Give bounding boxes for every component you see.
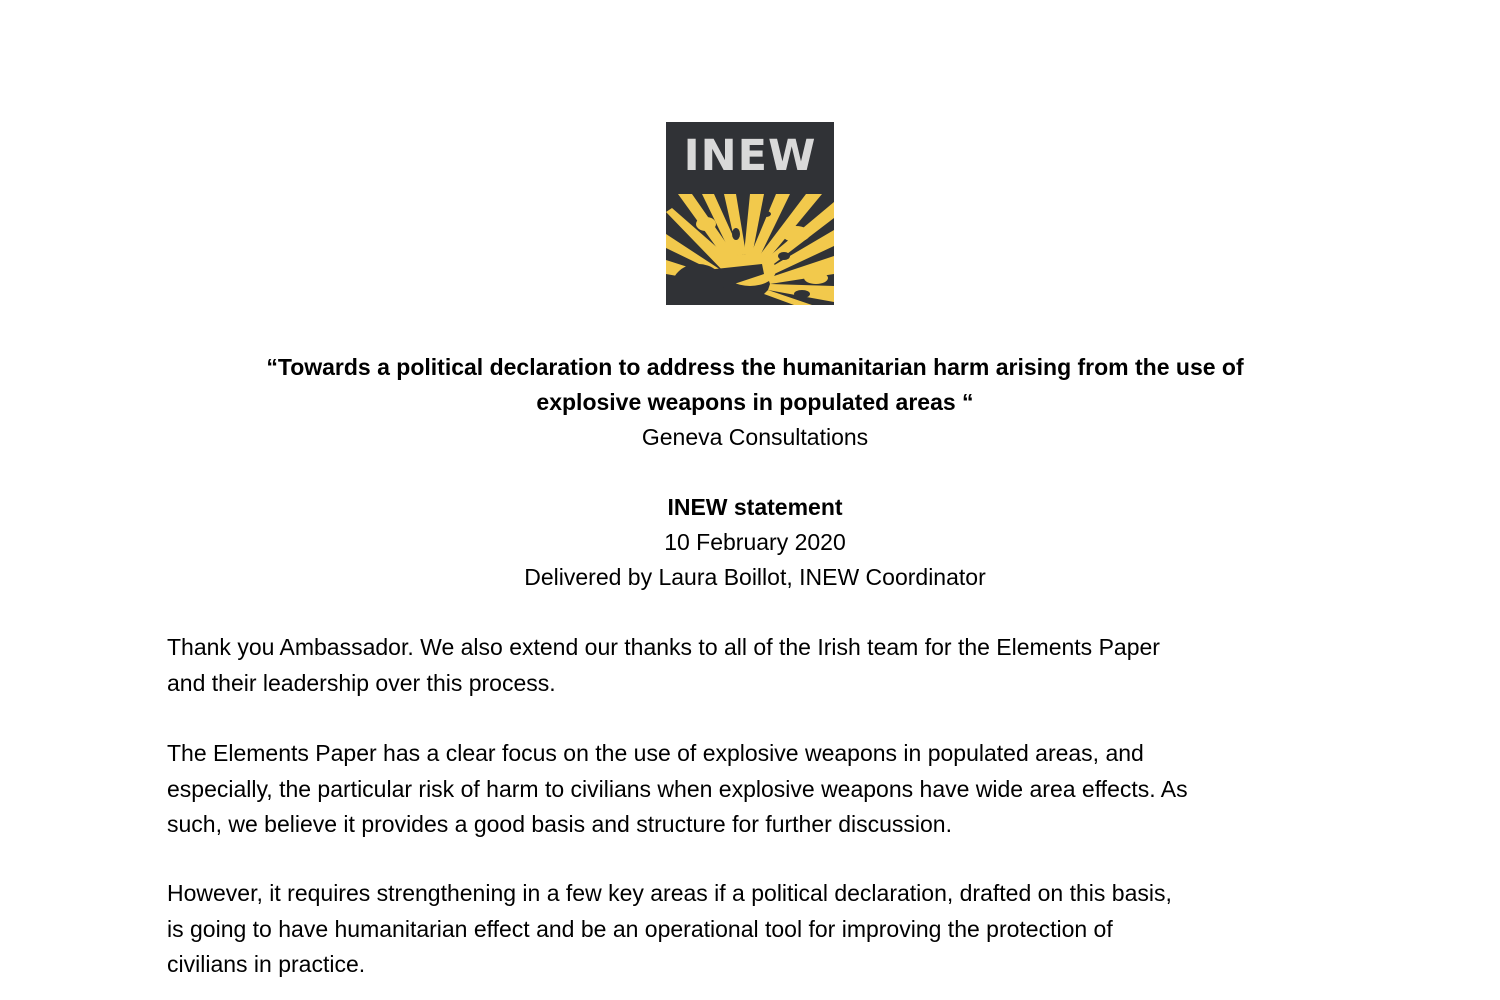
inew-logo: [666, 122, 834, 305]
paragraph-3: [167, 876, 1357, 983]
explosion-icon: [666, 194, 834, 305]
logo-text: INEW: [683, 131, 817, 181]
title-line-2: explosive weapons in populated areas “: [536, 389, 974, 415]
subtitle: Geneva Consultations: [641, 424, 869, 450]
title-line-1: “Towards a political declaration to address the humanitarian harm arising from the use of: [266, 354, 1244, 380]
statement-date: 10 February 2020: [664, 529, 846, 555]
paragraph-line: civilians in practice.: [167, 951, 366, 977]
title-block: [150, 350, 1360, 455]
paragraph-line: The Elements Paper has a clear focus on the use of explosive weapons in populated areas, and: [167, 740, 1144, 766]
delivered-by: Delivered by Laura Boillot, INEW Coordinator: [524, 564, 986, 590]
paragraph-line: Thank you Ambassador. We also extend our thanks to all of the Irish team for the Elements Paper: [167, 634, 1160, 660]
paragraph-line: However, it requires strengthening in a few key areas if a political declaration, drafted on this basis,: [167, 880, 1172, 906]
paragraph-line: especially, the particular risk of harm to civilians when explosive weapons have wide area effects. As: [167, 775, 1188, 802]
paragraph-1: [167, 630, 1357, 701]
paragraph-line: is going to have humanitarian effect and be an operational tool for improving the protection of: [167, 915, 1113, 942]
statement-block: [150, 490, 1360, 595]
statement-heading: INEW statement: [667, 494, 843, 520]
paragraph-2: [167, 736, 1357, 843]
paragraph-line: and their leadership over this process.: [167, 669, 556, 696]
paragraph-line: such, we believe it provides a good basis and structure for further discussion.: [167, 811, 952, 837]
